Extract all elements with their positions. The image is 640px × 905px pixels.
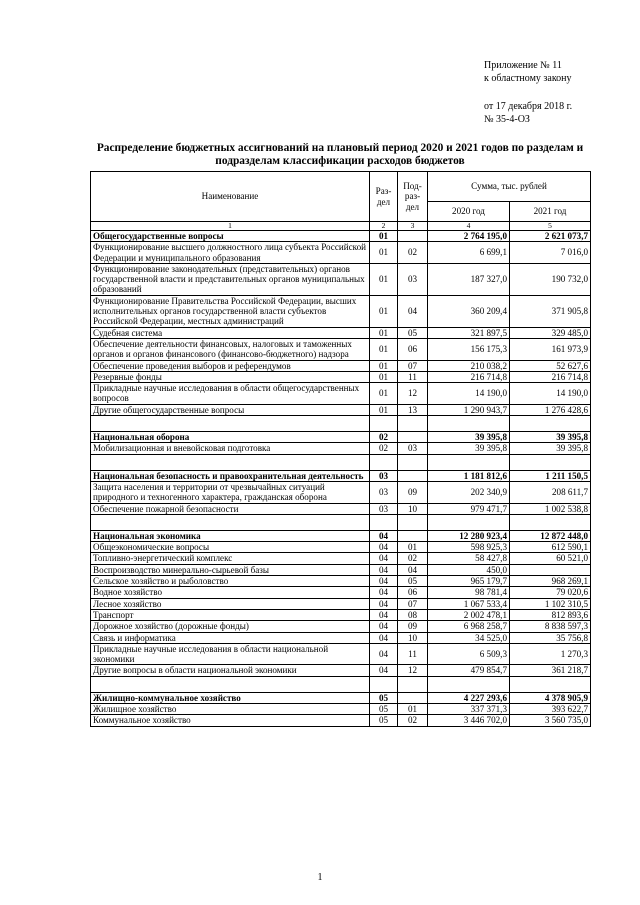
row-amount-2021: 52 627,6 [510, 360, 591, 371]
row-amount-2020: 216 714,8 [428, 371, 510, 382]
table-row [91, 263, 591, 295]
row-subsection-code: 05 [398, 327, 428, 338]
row-amount-2020: 1 181 812,6 [428, 470, 510, 481]
table-row [91, 564, 591, 575]
row-name: Обеспечение деятельности финансовых, налоговых и таможенных органов и органов финансового (финансово-бюджетного) надзора [91, 338, 370, 360]
table-row [91, 587, 591, 598]
row-subsection-code: 10 [398, 632, 428, 643]
empty-cell [91, 416, 370, 432]
column-number: 3 [398, 222, 428, 231]
table-row [91, 360, 591, 371]
row-amount-2020: 479 854,7 [428, 665, 510, 676]
row-amount-2021: 612 590,1 [510, 542, 591, 553]
row-subsection-code: 05 [398, 576, 428, 587]
row-section-code: 01 [370, 383, 398, 405]
row-amount-2020: 1 067 533,4 [428, 598, 510, 609]
section-total-row [91, 432, 591, 443]
empty-cell [398, 454, 428, 470]
row-name: Функционирование высшего должностного лица субъекта Российской Федерации и муниципального образования [91, 242, 370, 264]
row-name: Сельское хозяйство и рыболовство [91, 576, 370, 587]
empty-cell [428, 454, 510, 470]
row-amount-2021: 60 521,0 [510, 553, 591, 564]
table-row [91, 665, 591, 676]
row-amount-2021: 161 973,9 [510, 338, 591, 360]
row-subsection-code: 04 [398, 295, 428, 327]
row-amount-2020: 58 427,8 [428, 553, 510, 564]
column-number-row [91, 222, 591, 231]
row-name: Коммунальное хозяйство [91, 715, 370, 726]
row-subsection-code: 13 [398, 404, 428, 415]
row-amount-2020: 2 002 478,1 [428, 609, 510, 620]
row-subsection-code: 01 [398, 542, 428, 553]
row-section-code: 04 [370, 632, 398, 643]
budget-table-body [91, 231, 591, 727]
row-amount-2021: 393 622,7 [510, 703, 591, 714]
row-amount-2020: 12 280 923,4 [428, 530, 510, 541]
row-name: Обеспечение пожарной безопасности [91, 503, 370, 514]
row-amount-2021 [510, 564, 591, 575]
column-number: 5 [510, 222, 591, 231]
row-amount-2020: 34 525,0 [428, 632, 510, 643]
empty-cell [428, 514, 510, 530]
table-row [91, 621, 591, 632]
row-amount-2020: 965 179,7 [428, 576, 510, 587]
row-subsection-code: 02 [398, 553, 428, 564]
row-name: Другие вопросы в области национальной экономики [91, 665, 370, 676]
row-section-code: 02 [370, 443, 398, 454]
column-number: 4 [428, 222, 510, 231]
table-row [91, 609, 591, 620]
row-name: Национальная безопасность и правоохранительная деятельность [91, 470, 370, 481]
table-row [91, 503, 591, 514]
row-name: Мобилизационная и вневойсковая подготовка [91, 443, 370, 454]
empty-cell [91, 454, 370, 470]
row-name: Воспроизводство минерально-сырьевой базы [91, 564, 370, 575]
row-amount-2021: 216 714,8 [510, 371, 591, 382]
row-section-code: 05 [370, 715, 398, 726]
row-section-code: 01 [370, 295, 398, 327]
row-amount-2021: 190 732,0 [510, 263, 591, 295]
row-amount-2020: 360 209,4 [428, 295, 510, 327]
row-name: Водное хозяйство [91, 587, 370, 598]
row-amount-2020: 4 227 293,6 [428, 692, 510, 703]
table-row [91, 576, 591, 587]
row-section-code: 01 [370, 338, 398, 360]
row-section-code: 04 [370, 609, 398, 620]
row-subsection-code [398, 470, 428, 481]
row-subsection-code: 12 [398, 383, 428, 405]
row-amount-2020: 98 781,4 [428, 587, 510, 598]
table-row [91, 643, 591, 665]
row-subsection-code: 12 [398, 665, 428, 676]
row-amount-2020: 6 699,1 [428, 242, 510, 264]
row-section-code: 01 [370, 231, 398, 242]
empty-cell [91, 514, 370, 530]
empty-cell [370, 514, 398, 530]
row-section-code: 04 [370, 530, 398, 541]
row-name: Национальная экономика [91, 530, 370, 541]
row-name: Общеэкономические вопросы [91, 542, 370, 553]
empty-cell [510, 454, 591, 470]
row-amount-2021: 79 020,6 [510, 587, 591, 598]
row-amount-2020: 337 371,3 [428, 703, 510, 714]
table-row [91, 371, 591, 382]
row-name: Функционирование Правительства Российской Федерации, высших исполнительных органов государственной власти субъектов Российской Федерации, местных администраций [91, 295, 370, 327]
column-header-sum: Сумма, тыс. рублей [428, 172, 591, 202]
column-header-2021: 2021 год [510, 202, 591, 222]
row-amount-2021: 812 893,6 [510, 609, 591, 620]
row-name: Прикладные научные исследования в области общегосударственных вопросов [91, 383, 370, 405]
row-amount-2021: 371 905,8 [510, 295, 591, 327]
table-row [91, 338, 591, 360]
empty-cell [510, 514, 591, 530]
row-subsection-code: 01 [398, 703, 428, 714]
row-section-code: 03 [370, 503, 398, 514]
row-amount-2021: 1 102 310,5 [510, 598, 591, 609]
law-date-line: от 17 декабря 2018 г. [484, 101, 573, 112]
row-section-code: 01 [370, 263, 398, 295]
row-amount-2021: 4 378 905,9 [510, 692, 591, 703]
row-amount-2021: 35 756,8 [510, 632, 591, 643]
row-section-code: 04 [370, 621, 398, 632]
row-amount-2020: 6 968 258,7 [428, 621, 510, 632]
row-amount-2020: 450,0 [428, 564, 510, 575]
row-section-code: 04 [370, 665, 398, 676]
row-amount-2021: 1 270,3 [510, 643, 591, 665]
table-row [91, 295, 591, 327]
appendix-line-1: Приложение № 11 [484, 60, 562, 71]
row-name: Общегосударственные вопросы [91, 231, 370, 242]
row-name: Топливно-энергетический комплекс [91, 553, 370, 564]
row-amount-2021: 14 190,0 [510, 383, 591, 405]
row-subsection-code: 11 [398, 371, 428, 382]
section-total-row [91, 692, 591, 703]
row-name: Резервные фонды [91, 371, 370, 382]
empty-cell [510, 676, 591, 692]
row-section-code: 01 [370, 404, 398, 415]
row-subsection-code: 06 [398, 338, 428, 360]
row-name: Транспорт [91, 609, 370, 620]
row-name: Жилищно-коммунальное хозяйство [91, 692, 370, 703]
row-section-code: 04 [370, 643, 398, 665]
empty-cell [370, 676, 398, 692]
page-number: 1 [317, 872, 323, 883]
table-row [91, 242, 591, 264]
row-amount-2020: 2 764 195,0 [428, 231, 510, 242]
row-section-code: 05 [370, 703, 398, 714]
table-row [91, 542, 591, 553]
row-amount-2020: 156 175,3 [428, 338, 510, 360]
row-amount-2020: 598 925,3 [428, 542, 510, 553]
row-amount-2020: 979 471,7 [428, 503, 510, 514]
row-subsection-code [398, 432, 428, 443]
row-amount-2021: 39 395,8 [510, 432, 591, 443]
section-total-row [91, 530, 591, 541]
row-subsection-code [398, 530, 428, 541]
section-total-row [91, 231, 591, 242]
row-amount-2020: 6 509,3 [428, 643, 510, 665]
row-section-code: 04 [370, 576, 398, 587]
row-subsection-code: 07 [398, 360, 428, 371]
row-section-code: 01 [370, 371, 398, 382]
row-amount-2021: 2 621 073,7 [510, 231, 591, 242]
row-section-code: 04 [370, 542, 398, 553]
row-amount-2021: 1 211 150,5 [510, 470, 591, 481]
row-name: Защита населения и территории от чрезвычайных ситуаций природного и техногенного характера, гражданская оборона [91, 481, 370, 503]
row-subsection-code: 02 [398, 242, 428, 264]
row-subsection-code: 03 [398, 263, 428, 295]
empty-cell [510, 416, 591, 432]
empty-cell [370, 416, 398, 432]
row-name: Судебная система [91, 327, 370, 338]
row-subsection-code [398, 231, 428, 242]
row-amount-2020: 187 327,0 [428, 263, 510, 295]
law-number-line: № 35-4-ОЗ [484, 113, 530, 125]
table-row [91, 598, 591, 609]
row-subsection-code: 04 [398, 564, 428, 575]
row-name: Обеспечение проведения выборов и референдумов [91, 360, 370, 371]
table-row [91, 715, 591, 726]
row-name: Функционирование законодательных (представительных) органов государственной власти и представительных органов муниципальных образований [91, 263, 370, 295]
row-amount-2021: 39 395,8 [510, 443, 591, 454]
row-subsection-code [398, 692, 428, 703]
table-row [91, 703, 591, 714]
spacer-row [91, 454, 591, 470]
appendix-line-2: к областному закону [484, 72, 572, 84]
row-section-code: 02 [370, 432, 398, 443]
table-row [91, 481, 591, 503]
empty-cell [91, 676, 370, 692]
document-title: Распределение бюджетных ассигнований на плановый период 2020 и 2021 годов по разделам и подразделам классификации расходов бюджетов [96, 142, 584, 167]
row-subsection-code: 10 [398, 503, 428, 514]
row-amount-2020: 1 290 943,7 [428, 404, 510, 415]
row-amount-2021: 1 276 428,6 [510, 404, 591, 415]
row-amount-2021: 329 485,0 [510, 327, 591, 338]
empty-cell [428, 416, 510, 432]
column-header-section: Раз-дел [370, 172, 398, 222]
column-number: 2 [370, 222, 398, 231]
row-subsection-code: 11 [398, 643, 428, 665]
row-section-code: 04 [370, 598, 398, 609]
appendix-header [484, 60, 624, 126]
row-amount-2020: 202 340,9 [428, 481, 510, 503]
row-amount-2020: 14 190,0 [428, 383, 510, 405]
row-amount-2021: 968 269,1 [510, 576, 591, 587]
empty-cell [398, 416, 428, 432]
table-row [91, 404, 591, 415]
row-amount-2021: 1 002 538,8 [510, 503, 591, 514]
row-amount-2021: 12 872 448,0 [510, 530, 591, 541]
row-name: Национальная оборона [91, 432, 370, 443]
row-amount-2021: 3 560 735,0 [510, 715, 591, 726]
row-amount-2021: 361 218,7 [510, 665, 591, 676]
table-row [91, 553, 591, 564]
table-row [91, 383, 591, 405]
row-section-code: 01 [370, 327, 398, 338]
budget-table [90, 171, 591, 727]
row-section-code: 01 [370, 360, 398, 371]
row-name: Дорожное хозяйство (дорожные фонды) [91, 621, 370, 632]
row-section-code: 03 [370, 481, 398, 503]
row-subsection-code: 08 [398, 609, 428, 620]
row-section-code: 05 [370, 692, 398, 703]
row-name: Связь и информатика [91, 632, 370, 643]
column-header-name: Наименование [91, 172, 370, 222]
row-amount-2021: 7 016,0 [510, 242, 591, 264]
row-subsection-code: 09 [398, 481, 428, 503]
row-subsection-code: 09 [398, 621, 428, 632]
row-section-code: 04 [370, 587, 398, 598]
spacer-row [91, 416, 591, 432]
column-number: 1 [91, 222, 370, 231]
row-amount-2020: 39 395,8 [428, 443, 510, 454]
empty-cell [370, 454, 398, 470]
table-row [91, 632, 591, 643]
row-subsection-code: 07 [398, 598, 428, 609]
column-header-subsection: Под-раз-дел [398, 172, 428, 222]
column-header-2020: 2020 год [428, 202, 510, 222]
empty-cell [428, 676, 510, 692]
empty-cell [398, 676, 428, 692]
row-amount-2020: 3 446 702,0 [428, 715, 510, 726]
spacer-row [91, 514, 591, 530]
table-row [91, 327, 591, 338]
row-section-code: 04 [370, 553, 398, 564]
row-name: Жилищное хозяйство [91, 703, 370, 714]
table-row [91, 443, 591, 454]
row-amount-2021: 8 838 597,3 [510, 621, 591, 632]
row-subsection-code: 03 [398, 443, 428, 454]
row-section-code: 04 [370, 564, 398, 575]
row-section-code: 03 [370, 470, 398, 481]
empty-cell [398, 514, 428, 530]
row-name: Другие общегосударственные вопросы [91, 404, 370, 415]
row-subsection-code: 02 [398, 715, 428, 726]
row-amount-2020: 321 897,5 [428, 327, 510, 338]
row-subsection-code: 06 [398, 587, 428, 598]
row-amount-2021: 208 611,7 [510, 481, 591, 503]
row-section-code: 01 [370, 242, 398, 264]
spacer-row [91, 676, 591, 692]
row-amount-2020: 210 038,2 [428, 360, 510, 371]
row-name: Прикладные научные исследования в области национальной экономики [91, 643, 370, 665]
section-total-row [91, 470, 591, 481]
row-name: Лесное хозяйство [91, 598, 370, 609]
row-amount-2020: 39 395,8 [428, 432, 510, 443]
